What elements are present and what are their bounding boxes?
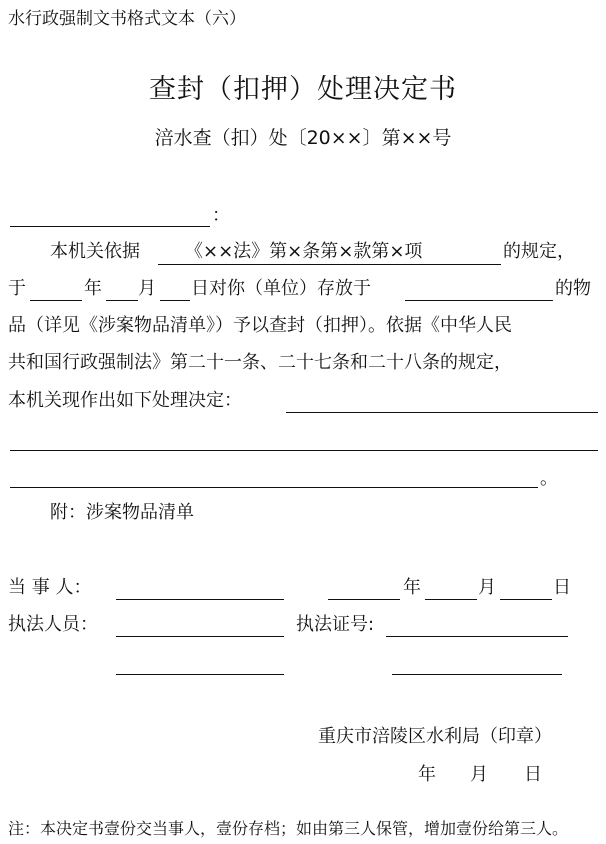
body-line5: 本机关现作出如下处理决定： <box>8 390 242 411</box>
party-label: 当 事 人： <box>8 577 92 598</box>
year-blank[interactable] <box>30 278 82 301</box>
storage-location-blank[interactable] <box>405 278 553 301</box>
recipient-blank[interactable] <box>10 206 210 227</box>
party-signature-blank[interactable] <box>116 577 284 600</box>
body-month: 月 <box>138 278 156 299</box>
decision-end-mark: 。 <box>540 468 558 489</box>
sign-day: 日 <box>553 577 571 598</box>
body-line1-prefix: 本机关依据 <box>50 241 140 262</box>
law-reference: 《××法》第×条第×款第×项 <box>185 241 423 262</box>
sign-month-blank[interactable] <box>425 577 477 600</box>
issue-year: 年 <box>418 764 436 785</box>
decision-blank-1[interactable] <box>286 390 598 413</box>
form-label: 水行政强制文书格式文本（六） <box>8 9 246 29</box>
body-line3: 品（详见《涉案物品清单》）予以查封（扣押）。依据《中华人民 <box>8 315 512 336</box>
document-title: 查封（扣押）处理决定书 <box>149 74 457 105</box>
body-day-text: 日对你（单位）存放于 <box>191 278 371 299</box>
sign-year: 年 <box>403 577 421 598</box>
body-year: 年 <box>84 278 102 299</box>
month-blank[interactable] <box>106 278 138 301</box>
attachment-note: 附：涉案物品清单 <box>50 502 194 523</box>
officer-label: 执法人员： <box>8 614 98 635</box>
officer-signature-blank-2[interactable] <box>116 652 284 675</box>
decision-blank-2[interactable] <box>10 428 598 451</box>
body-line2-yu: 于 <box>8 278 26 299</box>
sign-year-blank[interactable] <box>328 577 400 600</box>
sign-month: 月 <box>478 577 496 598</box>
issuer-name: 重庆市涪陵区水利局（印章） <box>318 726 552 747</box>
issue-month: 月 <box>470 764 488 785</box>
cert-number-blank[interactable] <box>386 614 568 637</box>
day-blank[interactable] <box>160 278 190 301</box>
body-line2-end: 的物 <box>555 278 591 299</box>
footnote: 注：本决定书壹份交当事人，壹份存档；如由第三人保管，增加壹份给第三人。 <box>8 819 569 838</box>
body-line4: 共和国行政强制法》第二十一条、二十七条和二十八条的规定， <box>8 352 512 373</box>
issue-day: 日 <box>524 764 542 785</box>
cert-label: 执法证号: <box>296 614 375 635</box>
sign-day-blank[interactable] <box>500 577 552 600</box>
document-number: 涪水查（扣）处〔20××〕第××号 <box>154 127 452 149</box>
officer-signature-blank[interactable] <box>116 614 284 637</box>
body-line1-suffix: 的规定， <box>503 241 575 262</box>
recipient-colon: ： <box>212 205 230 226</box>
decision-blank-3[interactable] <box>10 465 538 488</box>
cert-number-blank-2[interactable] <box>392 652 562 675</box>
